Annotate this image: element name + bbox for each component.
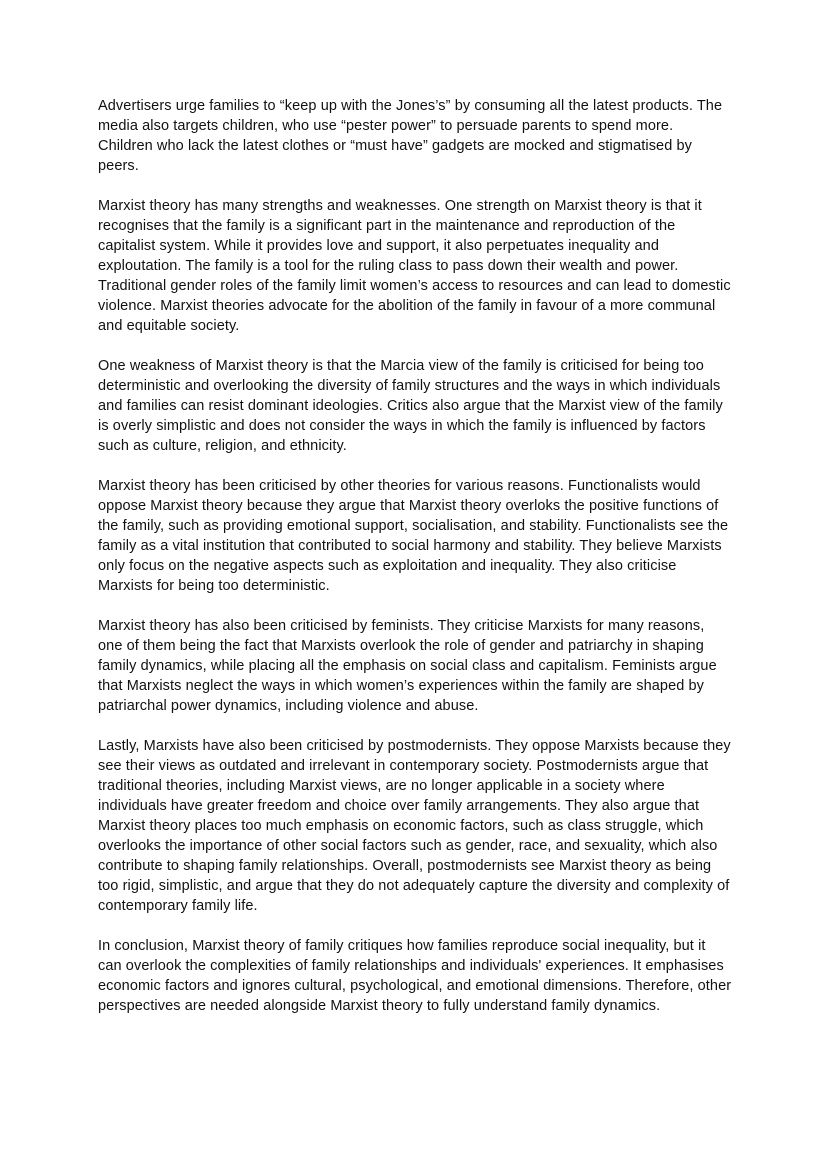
paragraph: Marxist theory has many strengths and weaknesses. One strength on Marxist theory is that it recognises that the family is a significant part in the maintenance and reproduction of the capitalist system. While it provides love and support, it also perpetuates inequality and exploutation. The family is a tool for the ruling class to pass down their wealth and power. Traditional gender roles of the family limit women’s access to resources and can lead to domestic violence. Marxist theories advocate for the abolition of the family in favour of a more communal and equitable society. <box>98 198 731 334</box>
paragraph: Marxist theory has been criticised by other theories for various reasons. Functionalists would oppose Marxist theory because they argue that Marxist theory overloks the positive functions of the family, such as providing emotional support, socialisation, and stability. Functionalists see the family as a vital institution that contributed to social harmony and stability. They believe Marxists only focus on the negative aspects such as exploitation and inequality. They also criticise Marxists for being too deterministic. <box>98 478 729 594</box>
paragraph: Lastly, Marxists have also been criticised by postmodernists. They oppose Marxists because they see their views as outdated and irrelevant in contemporary society. Postmodernists argue that traditional theories, including Marxist views, are no longer applicable in a society where individuals have greater freedom and choice over family arrangements. They also argue that Marxist theory places too much emphasis on economic factors, such as class struggle, which overlooks the importance of other social factors such as gender, race, and sexuality, which also contribute to shaping family relationships. Overall, postmodernists see Marxist theory as being too rigid, simplistic, and argue that they do not adequately capture the diversity and complexity of contemporary family life. <box>98 738 731 914</box>
paragraph: Advertisers urge families to “keep up with the Jones’s” by consuming all the latest products. The media also targets children, who use “pester power” to persuade parents to spend more. Children who lack the latest clothes or “must have” gadgets are mocked and stigmatised by peers. <box>98 98 723 174</box>
document-content <box>98 96 732 1016</box>
paragraph: Marxist theory has also been criticised by feminists. They criticise Marxists for many reasons, one of them being the fact that Marxists overlook the role of gender and patriarchy in shaping family dynamics, while placing all the emphasis on social class and capitalism. Feminists argue that Marxists neglect the ways in which women’s experiences within the family are shaped by patriarchal power dynamics, including violence and abuse. <box>98 618 717 714</box>
paragraph: One weakness of Marxist theory is that the Marcia view of the family is criticised for being too deterministic and overlooking the diversity of family structures and the ways in which individuals and families can resist dominant ideologies. Critics also argue that the Marxist view of the family is overly simplistic and does not consider the ways in which the family is influenced by factors such as culture, religion, and ethnicity. <box>98 358 723 454</box>
paragraph: In conclusion, Marxist theory of family critiques how families reproduce social inequality, but it can overlook the complexities of family relationships and individuals' experiences. It emphasises economic factors and ignores cultural, psychological, and emotional dimensions. Therefore, other perspectives are needed alongside Marxist theory to fully understand family dynamics. <box>98 938 732 1014</box>
